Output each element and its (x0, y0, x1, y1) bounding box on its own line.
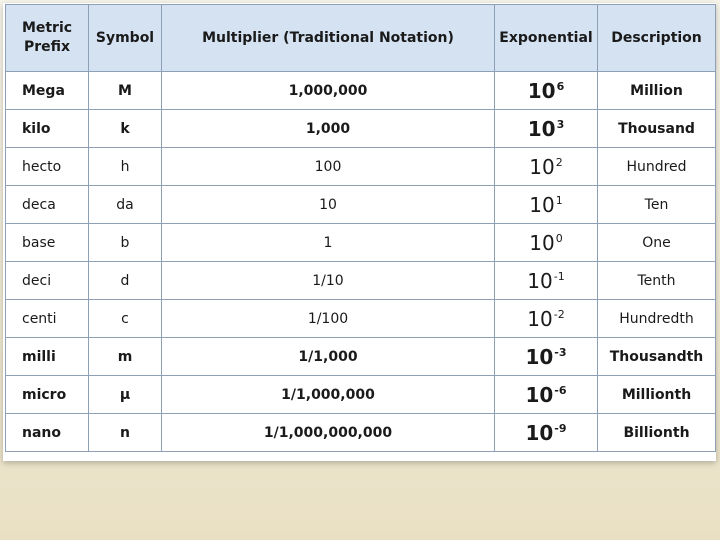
header-row (6, 5, 716, 72)
table-row (6, 262, 716, 300)
exponent-base: 10 (527, 268, 553, 293)
table-body (6, 72, 716, 452)
table-row (6, 110, 716, 148)
exponent-power: 6 (556, 79, 565, 93)
cell-exponential (495, 338, 598, 376)
cell-exponential (495, 110, 598, 148)
cell-prefix: nano (6, 414, 89, 452)
table-row (6, 72, 716, 110)
cell-multiplier: 10 (162, 186, 495, 224)
table-card (3, 3, 716, 461)
cell-exponential (495, 300, 598, 338)
cell-prefix: kilo (6, 110, 89, 148)
metric-prefix-table (5, 4, 716, 452)
header-symbol: Symbol (89, 5, 162, 72)
header-metric-prefix (6, 5, 89, 72)
table-row (6, 300, 716, 338)
cell-description: Millionth (598, 376, 716, 414)
header-metric-label: Metric (21, 20, 73, 36)
exponent-base: 10 (525, 382, 554, 407)
cell-symbol: d (89, 262, 162, 300)
header-multiplier: Multiplier (Traditional Notation) (162, 5, 495, 72)
exponent-power: -2 (553, 307, 565, 321)
cell-symbol: M (89, 72, 162, 110)
table-row (6, 148, 716, 186)
cell-multiplier: 1 (162, 224, 495, 262)
cell-description: Hundredth (598, 300, 716, 338)
header-exponential: Exponential (495, 5, 598, 72)
cell-multiplier: 1/10 (162, 262, 495, 300)
exponent-power: -6 (554, 383, 567, 397)
cell-description: One (598, 224, 716, 262)
cell-description: Billionth (598, 414, 716, 452)
cell-prefix: hecto (6, 148, 89, 186)
exponent-power: 0 (555, 231, 563, 245)
cell-multiplier: 1,000 (162, 110, 495, 148)
exponent-power: -9 (554, 421, 567, 435)
cell-description: Hundred (598, 148, 716, 186)
table-row (6, 186, 716, 224)
cell-prefix: centi (6, 300, 89, 338)
exponent-base: 10 (525, 344, 554, 369)
cell-symbol: µ (89, 376, 162, 414)
table-row (6, 224, 716, 262)
cell-symbol: m (89, 338, 162, 376)
cell-description: Ten (598, 186, 716, 224)
cell-exponential (495, 148, 598, 186)
table-row (6, 338, 716, 376)
exponent-power: 1 (555, 193, 563, 207)
exponent-power: 3 (556, 117, 565, 131)
exponent-base: 10 (527, 116, 556, 141)
cell-exponential (495, 224, 598, 262)
cell-multiplier: 100 (162, 148, 495, 186)
cell-multiplier: 1/1,000,000,000 (162, 414, 495, 452)
table-row (6, 376, 716, 414)
cell-symbol: k (89, 110, 162, 148)
cell-symbol: h (89, 148, 162, 186)
cell-description: Thousand (598, 110, 716, 148)
exponent-power: -1 (553, 269, 565, 283)
cell-exponential (495, 414, 598, 452)
exponent-base: 10 (529, 154, 555, 179)
header-prefix-label: Prefix (23, 39, 71, 55)
table-header (6, 5, 716, 72)
cell-multiplier: 1/1,000 (162, 338, 495, 376)
cell-multiplier: 1/100 (162, 300, 495, 338)
exponent-base: 10 (527, 78, 556, 103)
cell-prefix: Mega (6, 72, 89, 110)
cell-exponential (495, 376, 598, 414)
cell-symbol: b (89, 224, 162, 262)
cell-exponential (495, 72, 598, 110)
cell-symbol: da (89, 186, 162, 224)
cell-prefix: milli (6, 338, 89, 376)
cell-prefix: deci (6, 262, 89, 300)
exponent-base: 10 (525, 420, 554, 445)
exponent-base: 10 (527, 306, 553, 331)
cell-exponential (495, 262, 598, 300)
cell-description: Million (598, 72, 716, 110)
cell-prefix: micro (6, 376, 89, 414)
cell-exponential (495, 186, 598, 224)
cell-multiplier: 1,000,000 (162, 72, 495, 110)
exponent-base: 10 (529, 192, 555, 217)
cell-symbol: n (89, 414, 162, 452)
cell-description: Thousandth (598, 338, 716, 376)
cell-symbol: c (89, 300, 162, 338)
cell-description: Tenth (598, 262, 716, 300)
exponent-base: 10 (529, 230, 555, 255)
exponent-power: 2 (555, 155, 563, 169)
table-row (6, 414, 716, 452)
cell-prefix: base (6, 224, 89, 262)
exponent-power: -3 (554, 345, 567, 359)
cell-multiplier: 1/1,000,000 (162, 376, 495, 414)
cell-prefix: deca (6, 186, 89, 224)
header-description: Description (598, 5, 716, 72)
